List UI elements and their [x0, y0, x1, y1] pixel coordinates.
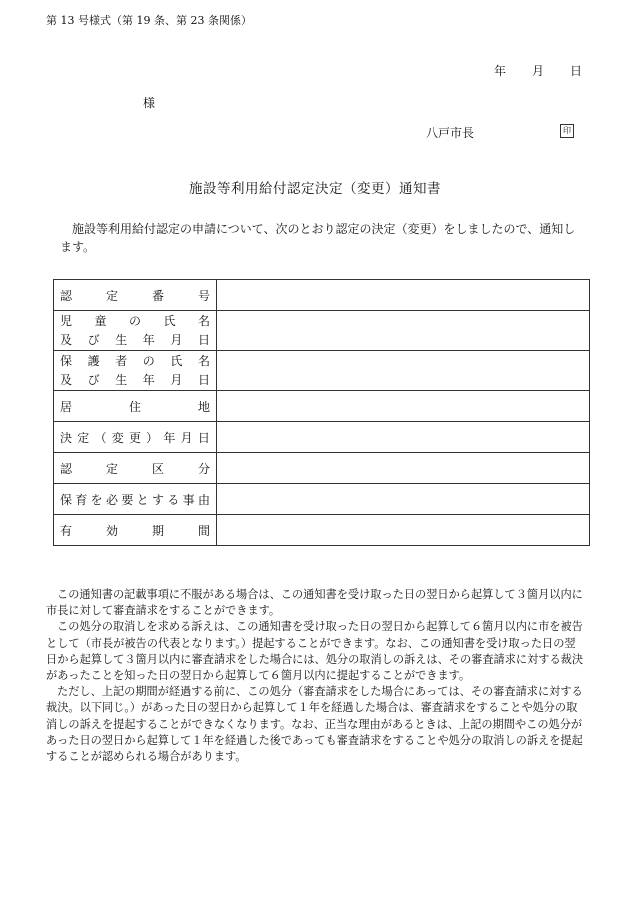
note-paragraph: この処分の取消しを求める訴えは、この通知書を受け取った日の翌日から起算して６箇月以内に市を被告として（市長が被告の代表となります。）提起することができます。なお、この通知書を受け取った日の翌日から起算して３箇月以内に審査請求をした場合には、処分の取消しの訴えは、その審査請求に対する裁決があったことを知った日の翌日から起算して６箇月以内に提起することができます。 — [46, 620, 584, 683]
label-char: 保 — [60, 492, 73, 507]
row-label — [54, 422, 217, 453]
row-value[interactable] — [217, 453, 590, 484]
label-char: 区 — [151, 461, 164, 476]
label-char: び — [87, 332, 100, 347]
addressee: 様 — [143, 96, 156, 110]
label-char: 認 — [60, 461, 73, 476]
table-row — [54, 351, 590, 391]
seal-mark: 印 — [560, 124, 574, 138]
table-row — [54, 515, 590, 546]
label-char: す — [151, 492, 164, 507]
label-char: の — [128, 313, 141, 328]
label-char: 名 — [197, 353, 210, 368]
table-row — [54, 280, 590, 311]
label-char: 保 — [60, 353, 73, 368]
label-char: 番 — [151, 288, 164, 303]
label-char: 変 — [111, 430, 124, 445]
date-day: 日 — [569, 64, 582, 78]
label-char: （ — [94, 430, 107, 445]
row-label — [54, 515, 217, 546]
label-char: 月 — [170, 372, 183, 387]
label-char: を — [90, 492, 103, 507]
certification-table — [53, 279, 590, 546]
label-char: 定 — [105, 461, 118, 476]
label-char: 認 — [60, 288, 73, 303]
notes — [46, 587, 584, 765]
label-line — [60, 460, 210, 477]
label-line — [60, 522, 210, 539]
label-line — [60, 331, 210, 350]
label-char: 氏 — [170, 353, 183, 368]
label-line — [60, 371, 210, 390]
label-char: 住 — [128, 399, 141, 414]
label-char: 及 — [60, 372, 73, 387]
label-char: び — [87, 372, 100, 387]
label-char: 要 — [121, 492, 134, 507]
label-char: 定 — [77, 430, 90, 445]
label-char: 地 — [197, 399, 210, 414]
row-value[interactable] — [217, 515, 590, 546]
label-char: 育 — [75, 492, 88, 507]
label-char: 分 — [197, 461, 210, 476]
label-char: 生 — [115, 332, 128, 347]
label-char: 間 — [197, 523, 210, 538]
label-line — [60, 312, 210, 331]
date-line — [0, 62, 582, 79]
label-line — [60, 352, 210, 371]
row-value[interactable] — [217, 311, 590, 351]
date-year: 年 — [493, 64, 506, 78]
row-label — [54, 453, 217, 484]
label-char: 年 — [142, 332, 155, 347]
label-char: 生 — [115, 372, 128, 387]
label-char: と — [136, 492, 149, 507]
row-label — [54, 280, 217, 311]
label-char: 必 — [105, 492, 118, 507]
label-char: ） — [146, 430, 159, 445]
label-char: 月 — [170, 332, 183, 347]
label-char: 日 — [197, 430, 210, 445]
label-char: 居 — [60, 399, 73, 414]
label-line — [60, 287, 210, 304]
form-number: 第 13 号様式（第 19 条、第 23 条関係） — [46, 14, 252, 27]
label-char: 児 — [60, 313, 73, 328]
label-char: 定 — [105, 288, 118, 303]
row-value[interactable] — [217, 351, 590, 391]
label-line — [60, 491, 210, 508]
row-label — [54, 391, 217, 422]
issuer-name: 八戸市長 — [426, 126, 475, 140]
table-row — [54, 422, 590, 453]
label-char: 日 — [197, 332, 210, 347]
row-value[interactable] — [217, 280, 590, 311]
label-char: 氏 — [163, 313, 176, 328]
table-row — [54, 484, 590, 515]
label-char: 年 — [163, 430, 176, 445]
label-char: 及 — [60, 332, 73, 347]
row-value[interactable] — [217, 484, 590, 515]
label-char: 者 — [115, 353, 128, 368]
label-char: 月 — [180, 430, 193, 445]
intro-paragraph: 施設等利用給付認定の申請について、次のとおり認定の決定（変更）をしましたので、通知します。 — [60, 222, 576, 254]
row-label — [54, 311, 217, 351]
label-char: 決 — [60, 430, 73, 445]
label-char: 護 — [87, 353, 100, 368]
note-paragraph: ただし、上記の期間が経過する前に、この処分（審査請求をした場合にあっては、その審査請求に対する裁決。以下同じ。）があった日の翌日から起算して１年を経過した場合は、審査請求をすることや処分の取消しの訴えを提起することができなくなります。なお、正当な理由があるときは、上記の期間やこの処分があった日の翌日から起算して１年を経過した後であっても審査請求をすることや処分の取消しの訴えを提起することが認められる場合があります。 — [46, 685, 583, 764]
table-row — [54, 391, 590, 422]
label-char: 由 — [197, 492, 210, 507]
label-char: 年 — [142, 372, 155, 387]
label-char: 有 — [60, 523, 73, 538]
row-label — [54, 484, 217, 515]
table-row — [54, 311, 590, 351]
label-char: 号 — [197, 288, 210, 303]
label-char: 日 — [197, 372, 210, 387]
label-char: 事 — [182, 492, 195, 507]
row-value[interactable] — [217, 391, 590, 422]
issuer — [426, 124, 576, 141]
label-char: 効 — [105, 523, 118, 538]
row-value[interactable] — [217, 422, 590, 453]
table-row — [54, 453, 590, 484]
document-title: 施設等利用給付認定決定（変更）通知書 — [189, 181, 441, 197]
label-char: る — [167, 492, 180, 507]
label-line — [60, 398, 210, 415]
label-char: 童 — [94, 313, 107, 328]
note-paragraph: この通知書の記載事項に不服がある場合は、この通知書を受け取った日の翌日から起算して３箇月以内に市長に対して審査請求をすることができます。 — [46, 588, 583, 618]
label-line — [60, 429, 210, 446]
label-char: 名 — [197, 313, 210, 328]
label-char: 更 — [128, 430, 141, 445]
label-char: の — [142, 353, 155, 368]
date-month: 月 — [531, 64, 544, 78]
label-char: 期 — [151, 523, 164, 538]
row-label — [54, 351, 217, 391]
